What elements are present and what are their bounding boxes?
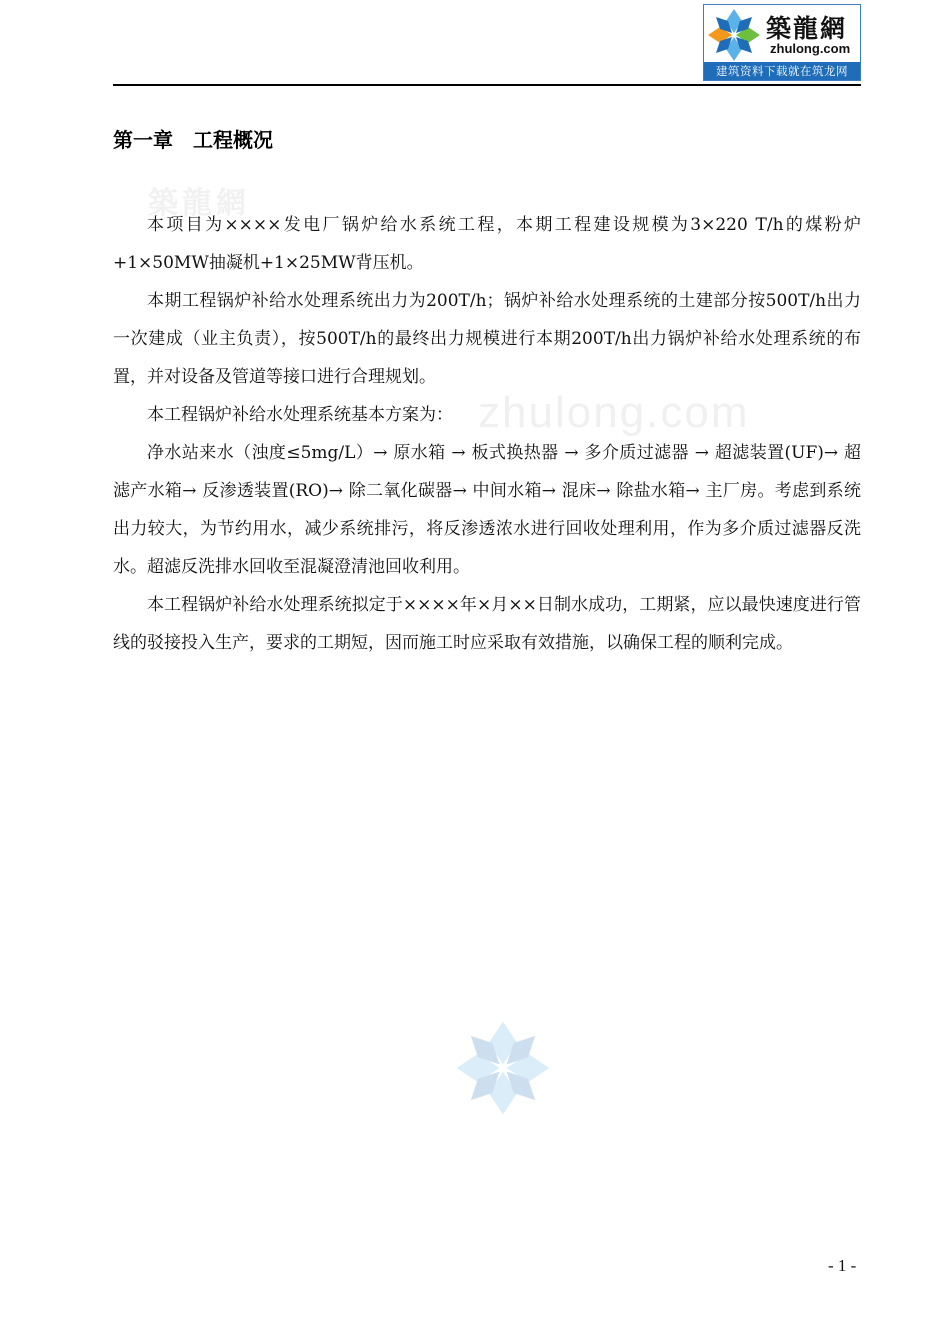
- body-text: [113, 206, 861, 662]
- logo-slogan: 建筑资料下载就在筑龙网: [704, 62, 860, 80]
- logo-chinese-name: 築龍網: [766, 14, 848, 43]
- paragraph-process-flow: 净水站来水（浊度≤5mg/L）→ 原水箱 → 板式换热器 → 多介质过滤器 → 超滤装置(UF)→ 超滤产水箱→ 反渗透装置(RO)→ 除二氧化碳器→ 中间水箱→ 混床→ 除盐水箱→ 主厂房。考虑到系统出力较大，为节约用水，减少系统排污，将反渗透浓水进行回收处理利用，作为多介质过滤器反洗水。超滤反洗排水回收至混凝澄清池回收利用。: [113, 443, 861, 577]
- paragraph-scheme-intro: 本工程锅炉补给水处理系统基本方案为：: [147, 405, 453, 425]
- logo-domain: zhulong.com: [770, 41, 851, 56]
- watermark-text: 築龍網: [148, 186, 250, 221]
- chapter-title: 第一章 工程概况: [113, 128, 273, 152]
- zhulong-logo[interactable]: [703, 4, 861, 81]
- header-divider: [113, 84, 861, 86]
- watermark-url: zhulong.com: [478, 388, 750, 437]
- paragraph-system-capacity: 本期工程锅炉补给水处理系统出力为200T/h；锅炉补给水处理系统的土建部分按500T/h出力一次建成（业主负责），按500T/h的最终出力规模进行本期200T/h出力锅炉补给水处理系统的布置，并对设备及管道等接口进行合理规划。: [113, 291, 861, 387]
- paragraph-schedule: 本工程锅炉补给水处理系统拟定于××××年×月××日制水成功，工期紧，应以最快速度进行管线的驳接投入生产，要求的工期短，因而施工时应采取有效措施，以确保工程的顺利完成。: [113, 595, 861, 653]
- paragraph-project-scope: 本项目为××××发电厂锅炉给水系统工程，本期工程建设规模为3×220 T/h的煤粉炉+1×50MW抽凝机+1×25MW背压机。: [113, 215, 861, 273]
- zhulong-logo-icon: [706, 7, 762, 63]
- watermark-logo-icon: [450, 1018, 556, 1118]
- page-number: - 1 -: [828, 1256, 857, 1275]
